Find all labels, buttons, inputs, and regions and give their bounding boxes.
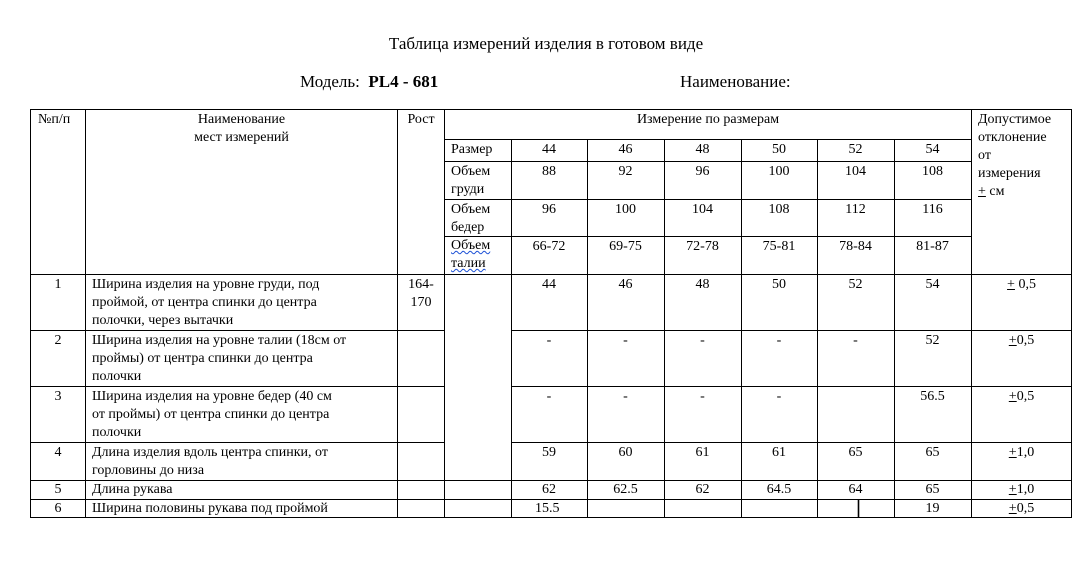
size-cell: 46 bbox=[618, 142, 633, 157]
hips-label: Объем бедер bbox=[451, 202, 491, 235]
chest-label: Объем груди bbox=[451, 164, 491, 197]
height-value: 164- 170 bbox=[408, 277, 434, 310]
measurement-name: Ширина изделия на уровне талии (18см от проймы) от центра спинки до центра полочки bbox=[92, 333, 347, 384]
value-cell: 56.5 bbox=[920, 389, 945, 404]
waist-cell: 72-78 bbox=[686, 239, 719, 254]
tolerance-cell: +1,0 bbox=[1008, 445, 1035, 460]
value-cell: - bbox=[623, 389, 628, 404]
value-cell: - bbox=[623, 333, 628, 348]
value-cell: 61 bbox=[772, 445, 786, 460]
measurement-name: Длина рукава bbox=[92, 482, 173, 497]
row-number: 4 bbox=[54, 445, 62, 460]
waist-cell: 78-84 bbox=[839, 239, 872, 254]
value-cell: - bbox=[546, 389, 552, 404]
row-number: 2 bbox=[54, 333, 62, 348]
measurement-name: Ширина изделия на уровне бедер (40 см от проймы) от центра спинки до центра полочки bbox=[92, 389, 332, 440]
value-cell: 65 bbox=[848, 445, 863, 460]
value-cell: 60 bbox=[618, 445, 633, 460]
row-number: 3 bbox=[54, 389, 62, 404]
hips-cell: 100 bbox=[615, 202, 636, 217]
col-header-height: Рост bbox=[407, 112, 435, 127]
hips-cell: 116 bbox=[922, 202, 943, 217]
value-cell: 15.5 bbox=[535, 501, 560, 516]
tolerance-cell: + 0,5 bbox=[1007, 277, 1036, 292]
value-cell: 52 bbox=[848, 277, 863, 292]
tolerance-cell: +0,5 bbox=[1008, 389, 1035, 404]
value-cell: 62.5 bbox=[613, 482, 638, 497]
row-number: 6 bbox=[54, 501, 62, 516]
waist-cell: 69-75 bbox=[609, 239, 642, 254]
value-cell: 61 bbox=[695, 445, 710, 460]
chest-cell: 108 bbox=[922, 164, 943, 179]
document-title: Таблица измерений изделия в готовом виде bbox=[388, 34, 704, 53]
hips-cell: 108 bbox=[768, 202, 790, 217]
waist-cell: 66-72 bbox=[532, 239, 566, 254]
hips-cell: 112 bbox=[845, 202, 866, 217]
hips-cell: 104 bbox=[692, 202, 713, 217]
chest-cell: 104 bbox=[845, 164, 866, 179]
row-number: 1 bbox=[54, 277, 62, 292]
value-cell: 64.5 bbox=[766, 482, 792, 497]
model-label: Модель: bbox=[300, 72, 360, 91]
value-cell: 62 bbox=[542, 482, 556, 497]
value-cell: 52 bbox=[925, 333, 940, 348]
value-cell: 59 bbox=[542, 445, 556, 460]
value-cell: - bbox=[776, 333, 782, 348]
value-cell: 65 bbox=[925, 445, 940, 460]
value-cell: 48 bbox=[695, 277, 710, 292]
col-header-num: №п/п bbox=[38, 112, 71, 127]
chest-cell: 100 bbox=[768, 164, 790, 179]
tolerance-cell: +0,5 bbox=[1008, 501, 1035, 516]
chest-cell: 88 bbox=[542, 164, 556, 179]
tolerance-cell: +1,0 bbox=[1008, 482, 1035, 497]
value-cell: 64 bbox=[848, 482, 863, 497]
col-header-tolerance: Допустимое отклонение от измерения + см bbox=[978, 112, 1052, 199]
row-number: 5 bbox=[54, 482, 62, 497]
tolerance-cell: +0,5 bbox=[1008, 333, 1035, 348]
value-cell: - bbox=[776, 389, 782, 404]
model-value: PL4 - 681 bbox=[368, 72, 439, 91]
value-cell: - bbox=[700, 389, 705, 404]
measurement-name: Длина изделия вдоль центра спинки, от горловины до низа bbox=[92, 445, 328, 478]
size-cell: 44 bbox=[542, 142, 556, 157]
waist-label: Объем талии bbox=[451, 238, 491, 271]
size-row-label: Размер bbox=[451, 142, 493, 157]
waist-cell: 81-87 bbox=[916, 239, 949, 254]
value-cell: 46 bbox=[618, 277, 633, 292]
size-cell: 54 bbox=[925, 142, 940, 157]
size-cell: 52 bbox=[848, 142, 863, 157]
value-cell: 50 bbox=[772, 277, 786, 292]
hips-cell: 96 bbox=[542, 202, 556, 217]
chest-cell: 92 bbox=[618, 164, 633, 179]
name-label: Наименование: bbox=[680, 72, 791, 91]
col-header-sizes: Измерение по размерам bbox=[636, 112, 780, 127]
value-cell: - bbox=[546, 333, 552, 348]
col-header-name: Наименование мест измерений bbox=[194, 112, 289, 145]
value-cell: 19 bbox=[925, 501, 940, 516]
value-cell: 62 bbox=[695, 482, 710, 497]
value-cell: - bbox=[700, 333, 705, 348]
measurement-name: Ширина половины рукава под проймой bbox=[92, 501, 328, 516]
value-cell: 44 bbox=[542, 277, 556, 292]
size-cell: 48 bbox=[695, 142, 710, 157]
value-cell: - bbox=[853, 333, 858, 348]
value-cell: 54 bbox=[925, 277, 940, 292]
value-cell: 65 bbox=[925, 482, 940, 497]
chest-cell: 96 bbox=[695, 164, 710, 179]
size-cell: 50 bbox=[772, 142, 786, 157]
measurement-name: Ширина изделия на уровне груди, под проймой, от центра спинки до центра полочки, через вытачки bbox=[92, 277, 320, 328]
waist-cell: 75-81 bbox=[762, 239, 796, 254]
